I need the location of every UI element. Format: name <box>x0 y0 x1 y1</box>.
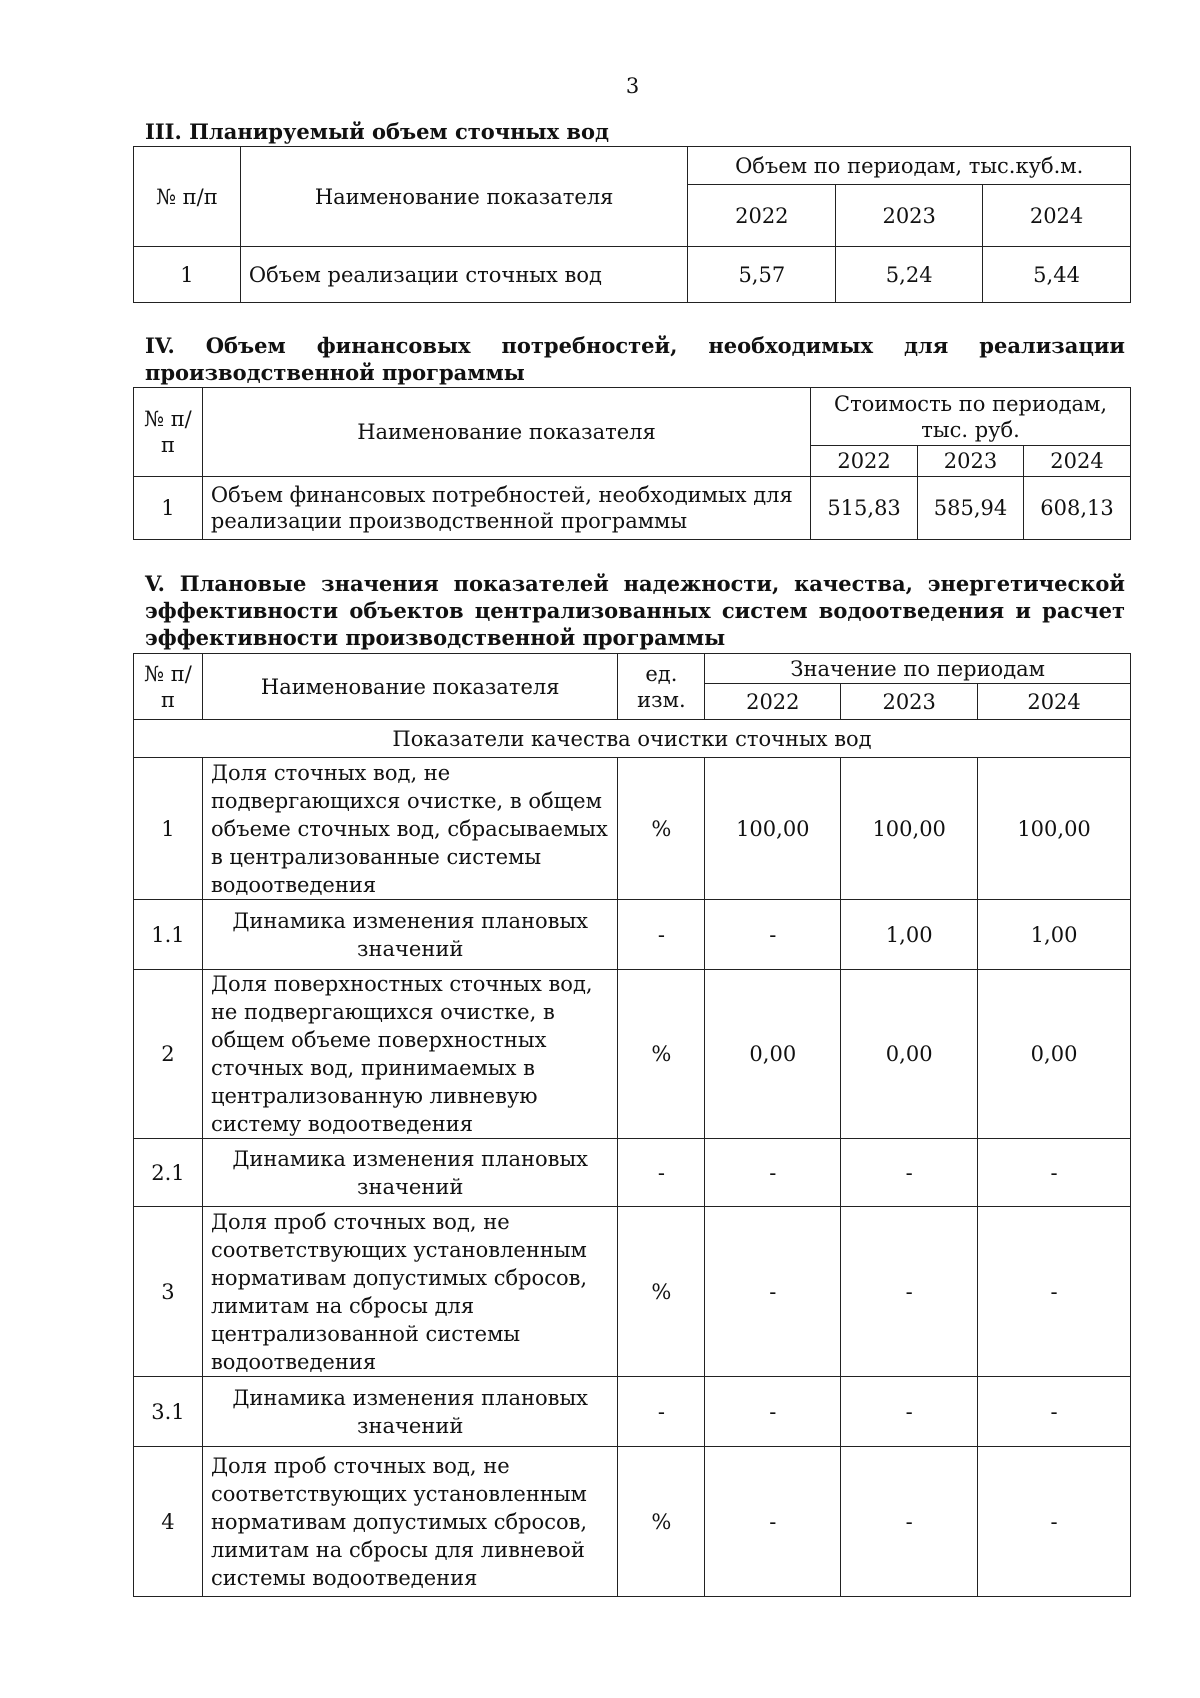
finance-table <box>133 387 1131 540</box>
row-name: Динамика изменения плановых значений <box>202 1139 618 1207</box>
table-row <box>134 247 1131 303</box>
table-row <box>134 1447 1131 1597</box>
row-num: 2 <box>134 970 203 1139</box>
row-unit: - <box>618 1377 705 1447</box>
row-num: 1 <box>134 758 203 900</box>
row-value: 5,44 <box>983 247 1131 303</box>
row-name: Динамика изменения плановых значений <box>202 900 618 970</box>
section5-title: V. Плановые значения показателей надежности, качества, энергетической эффективности объектов централизованных систем водоотведения и расчет эффективности производственной программы <box>145 571 1125 650</box>
row-name: Объем реализации сточных вод <box>240 247 688 303</box>
row-unit: % <box>618 1447 705 1597</box>
year-header: 2024 <box>978 684 1131 720</box>
row-name: Доля проб сточных вод, не соответствующих установленным нормативам допустимых сбросов, лимитам на сбросы для централизованной системы водоотведения <box>202 1207 618 1377</box>
row-num: 3.1 <box>134 1377 203 1447</box>
row-value: - <box>841 1447 978 1597</box>
row-value: - <box>978 1447 1131 1597</box>
section3-title: III. Планируемый объем сточных вод <box>145 119 610 144</box>
row-value: - <box>841 1377 978 1447</box>
table-row <box>134 1139 1131 1207</box>
section4-title: IV. Объем финансовых потребностей, необходимых для реализации производственной программы <box>145 333 1125 385</box>
table-row <box>134 477 1131 540</box>
year-header: 2023 <box>841 684 978 720</box>
year-header: 2024 <box>1023 446 1130 477</box>
row-unit: - <box>618 900 705 970</box>
year-header: 2024 <box>983 185 1131 247</box>
year-header: 2023 <box>918 446 1024 477</box>
col-group-header: Стоимость по периодам, тыс. руб. <box>811 388 1131 446</box>
row-name: Динамика изменения плановых значений <box>202 1377 618 1447</box>
col-name-header: Наименование показателя <box>202 388 810 477</box>
row-num: 1 <box>134 247 241 303</box>
row-num: 1 <box>134 477 203 540</box>
table-row <box>134 970 1131 1139</box>
row-value: 0,00 <box>841 970 978 1139</box>
col-num-header: № п/п <box>134 147 241 247</box>
table-row <box>134 1377 1131 1447</box>
row-value: - <box>705 900 841 970</box>
row-num: 2.1 <box>134 1139 203 1207</box>
row-value: 0,00 <box>978 970 1131 1139</box>
row-value: 1,00 <box>841 900 978 970</box>
row-unit: % <box>618 758 705 900</box>
row-value: - <box>841 1139 978 1207</box>
row-value: 585,94 <box>918 477 1024 540</box>
year-header: 2022 <box>688 185 836 247</box>
row-value: 608,13 <box>1023 477 1130 540</box>
row-num: 3 <box>134 1207 203 1377</box>
table-row <box>134 758 1131 900</box>
row-name: Доля сточных вод, не подвергающихся очистке, в общем объеме сточных вод, сбрасываемых в централизованные системы водоотведения <box>202 758 618 900</box>
year-header: 2023 <box>836 185 983 247</box>
col-group-header: Значение по периодам <box>705 654 1131 684</box>
year-header: 2022 <box>811 446 918 477</box>
volume-table <box>133 146 1131 303</box>
col-group-header: Объем по периодам, тыс.куб.м. <box>688 147 1131 185</box>
col-unit-header: ед. изм. <box>618 654 705 720</box>
row-value: - <box>978 1207 1131 1377</box>
row-value: - <box>978 1139 1131 1207</box>
row-name: Объем финансовых потребностей, необходимых для реализации производственной программы <box>202 477 810 540</box>
row-value: 0,00 <box>705 970 841 1139</box>
row-unit: - <box>618 1139 705 1207</box>
row-value: - <box>705 1447 841 1597</box>
row-value: 100,00 <box>705 758 841 900</box>
row-name: Доля проб сточных вод, не соответствующих установленным нормативам допустимых сбросов, лимитам на сбросы для ливневой системы водоотведения <box>202 1447 618 1597</box>
table-row <box>134 1207 1131 1377</box>
row-unit: % <box>618 970 705 1139</box>
col-num-header: № п/п <box>134 654 203 720</box>
row-unit: % <box>618 1207 705 1377</box>
row-name: Доля поверхностных сточных вод, не подвергающихся очистке, в общем объеме поверхностных сточных вод, принимаемых в централизованную ливневую систему водоотведения <box>202 970 618 1139</box>
row-value: 5,57 <box>688 247 836 303</box>
table-row <box>134 900 1131 970</box>
year-header: 2022 <box>705 684 841 720</box>
col-name-header: Наименование показателя <box>240 147 688 247</box>
row-value: 5,24 <box>836 247 983 303</box>
page-number: 3 <box>625 74 640 98</box>
row-value: 515,83 <box>811 477 918 540</box>
col-num-header: № п/п <box>134 388 203 477</box>
row-num: 1.1 <box>134 900 203 970</box>
row-value: 1,00 <box>978 900 1131 970</box>
col-name-header: Наименование показателя <box>202 654 618 720</box>
row-value: 100,00 <box>841 758 978 900</box>
row-value: - <box>705 1207 841 1377</box>
row-value: 100,00 <box>978 758 1131 900</box>
row-value: - <box>978 1377 1131 1447</box>
row-value: - <box>705 1139 841 1207</box>
row-value: - <box>705 1377 841 1447</box>
group-row: Показатели качества очистки сточных вод <box>134 720 1131 758</box>
indicators-table <box>133 653 1131 1597</box>
row-num: 4 <box>134 1447 203 1597</box>
row-value: - <box>841 1207 978 1377</box>
